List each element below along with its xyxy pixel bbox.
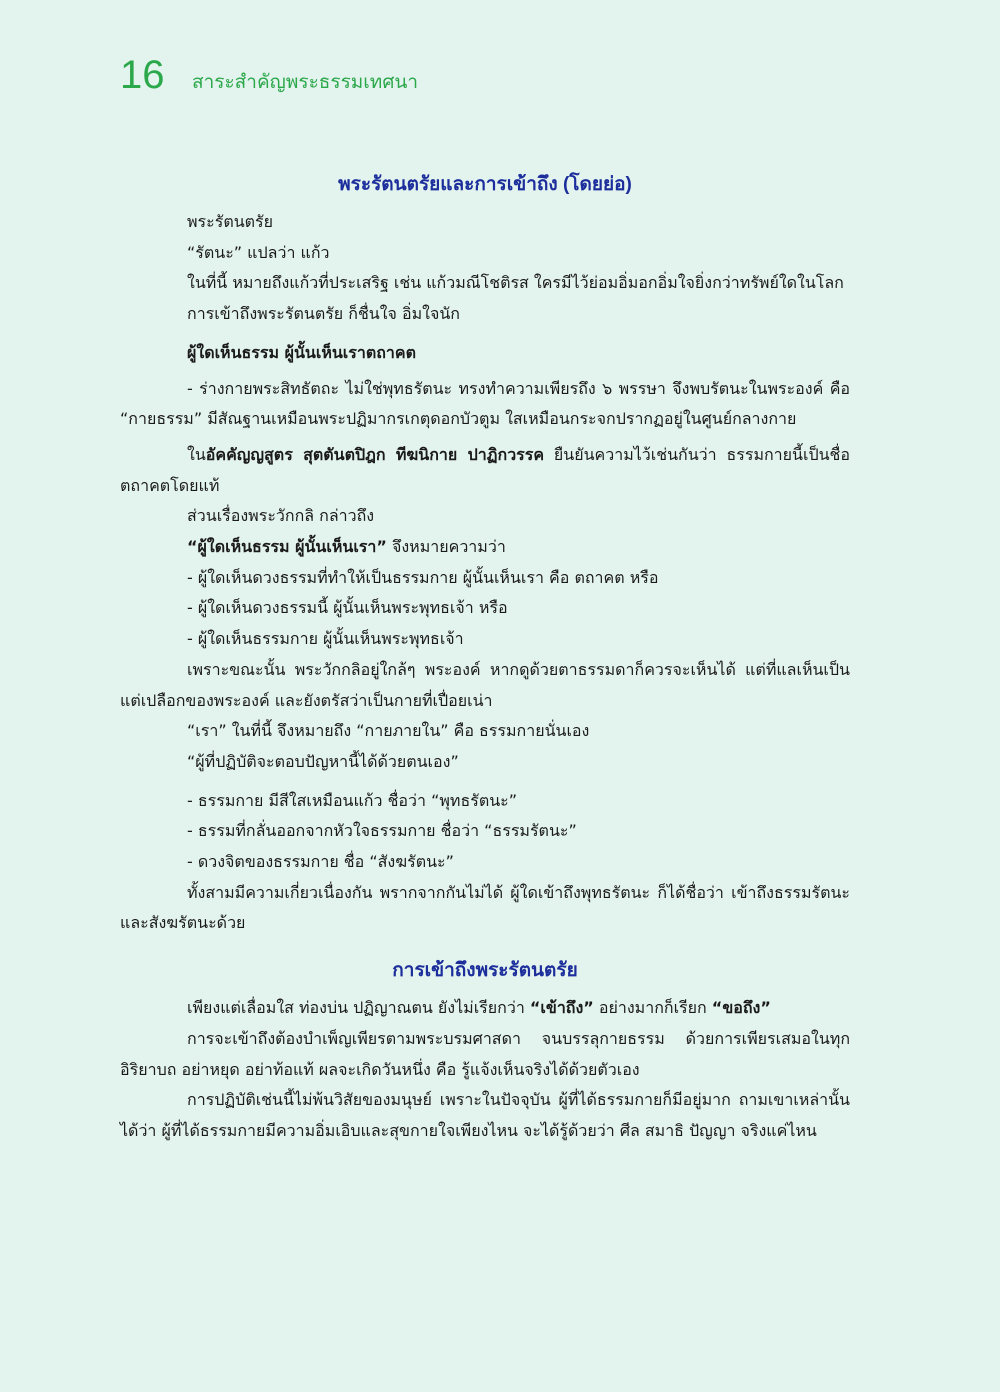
- paragraph: การปฏิบัติเช่นนี้ไม่พ้นวิสัยของมนุษย์ เพราะในปัจจุบัน ผู้ที่ได้ธรรมกายก็มีอยู่มาก ถามเขาเหล่านั้นได้ว่า ผู้ที่ได้ธรรมกายมีความอิ่มเอิบและสุขกายใจเพียงไหน จะได้รู้ด้วยว่า ศีล สมาธิ ปัญญา จริงแค่ไหน: [120, 1090, 850, 1140]
- paragraph: “รัตนะ” แปลว่า แก้ว: [187, 242, 330, 262]
- text-span: ใน: [187, 444, 206, 464]
- bold-heading: ผู้ใดเห็นธรรม ผู้นั้นเห็นเราตถาคต: [187, 342, 417, 362]
- paragraph: - ร่างกายพระสิทธัตถะ ไม่ใช่พุทธรัตนะ ทรงทำความเพียรถึง ๖ พรรษา จึงพบรัตนะในพระองค์ คือ “กายธรรม” มีสัณฐานเหมือนพระปฏิมากรเกตุดอกบัวตูม ใสเหมือนกระจกปรากฏอยู่ในศูนย์กลางกาย: [120, 378, 850, 429]
- text-span: เพียงแต่เลื่อมใส ท่องบ่น ปฏิญาณตน ยังไม่เรียกว่า: [187, 998, 530, 1018]
- paragraph: [120, 993, 850, 1024]
- paragraph: พระรัตนตรัย: [187, 212, 274, 231]
- paragraph: ส่วนเรื่องพระวักกลิ กล่าวถึง: [187, 506, 375, 526]
- text-span: อย่างมากก็เรียก: [593, 998, 712, 1018]
- section-title-ratanattaya: พระรัตนตรัยและการเข้าถึง (โดยย่อ): [338, 174, 632, 195]
- paragraph: เพราะขณะนั้น พระวักกลิอยู่ใกล้ๆ พระองค์ หากดูด้วยตาธรรมดาก็ควรจะเห็นได้ แต่ที่แลเห็นเป็นแต่เปลือกของพระองค์ และยังตรัสว่าเป็นกายที่เปื่อยเน่า: [120, 659, 850, 710]
- page-body: [120, 170, 850, 1147]
- page-number: 16: [120, 53, 165, 97]
- paragraph: ในที่นี้ หมายถึงแก้วที่ประเสริฐ เช่น แก้วมณีโชติรส ใครมีไว้ย่อมอิ่มอกอิ่มใจยิ่งกว่าทรัพย์ใดในโลก: [187, 273, 844, 293]
- paragraph: “เรา” ในที่นี้ จึงหมายถึง “กายภายใน” คือ ธรรมกายนั่นเอง: [187, 721, 590, 741]
- list-item: - ธรรมกาย มีสีใสเหมือนแก้ว ชื่อว่า “พุทธรัตนะ”: [187, 790, 518, 810]
- text-span: ยืนยันความไว้เช่นกันว่า ธรรมกายนี้เป็นชื่อตถาคตโดยแท้: [120, 444, 851, 495]
- text-span: จึงหมายความว่า: [386, 537, 506, 557]
- book-title: สาระสำคัญพระธรรมเทศนา: [192, 72, 419, 93]
- bold-quote: “ผู้ใดเห็นธรรม ผู้นั้นเห็นเรา”: [187, 537, 387, 557]
- paragraph: [120, 532, 850, 563]
- bold-term: “เข้าถึง”: [529, 998, 594, 1018]
- list-item: - ธรรมที่กลั่นออกจากหัวใจธรรมกาย ชื่อว่า “ธรรมรัตนะ”: [187, 821, 577, 841]
- list-item: - ผู้ใดเห็นดวงธรรมนี้ ผู้นั้นเห็นพระพุทธเจ้า หรือ: [187, 598, 508, 618]
- paragraph: การจะเข้าถึงต้องบำเพ็ญเพียรตามพระบรมศาสดา จนบรรลุกายธรรม ด้วยการเพียรเสมอในทุกอิริยาบถ อย่าหยุด อย่าท้อแท้ ผลจะเกิดวันหนึ่ง คือ รู้แจ้งเห็นจริงได้ด้วยตัวเอง: [120, 1028, 850, 1079]
- bold-term: “ขอถึง”: [711, 998, 771, 1018]
- scripture-reference: อัคคัญญสูตร สุตตันตปิฎก ทีฆนิกาย ปาฏิกวรรค: [205, 444, 545, 464]
- paragraph: การเข้าถึงพระรัตนตรัย ก็ชื่นใจ อิ่มใจนัก: [187, 304, 460, 324]
- paragraph: ทั้งสามมีความเกี่ยวเนื่องกัน พรากจากกันไม่ได้ ผู้ใดเข้าถึงพุทธรัตนะ ก็ได้ชื่อว่า เข้าถึงธรรมรัตนะ และสังฆรัตนะด้วย: [120, 882, 850, 933]
- list-item: - ผู้ใดเห็นธรรมกาย ผู้นั้นเห็นพระพุทธเจ้า: [187, 629, 464, 649]
- list-item: - ดวงจิตของธรรมกาย ชื่อ “สังฆรัตนะ”: [187, 852, 454, 872]
- paragraph: [120, 440, 850, 501]
- list-item: - ผู้ใดเห็นดวงธรรมที่ทำให้เป็นธรรมกาย ผู้นั้นเห็นเรา คือ ตถาคต หรือ: [187, 567, 659, 587]
- section-title-access: การเข้าถึงพระรัตนตรัย: [392, 960, 578, 982]
- paragraph: “ผู้ที่ปฏิบัติจะตอบปัญหานี้ได้ด้วยตนเอง”: [187, 751, 459, 771]
